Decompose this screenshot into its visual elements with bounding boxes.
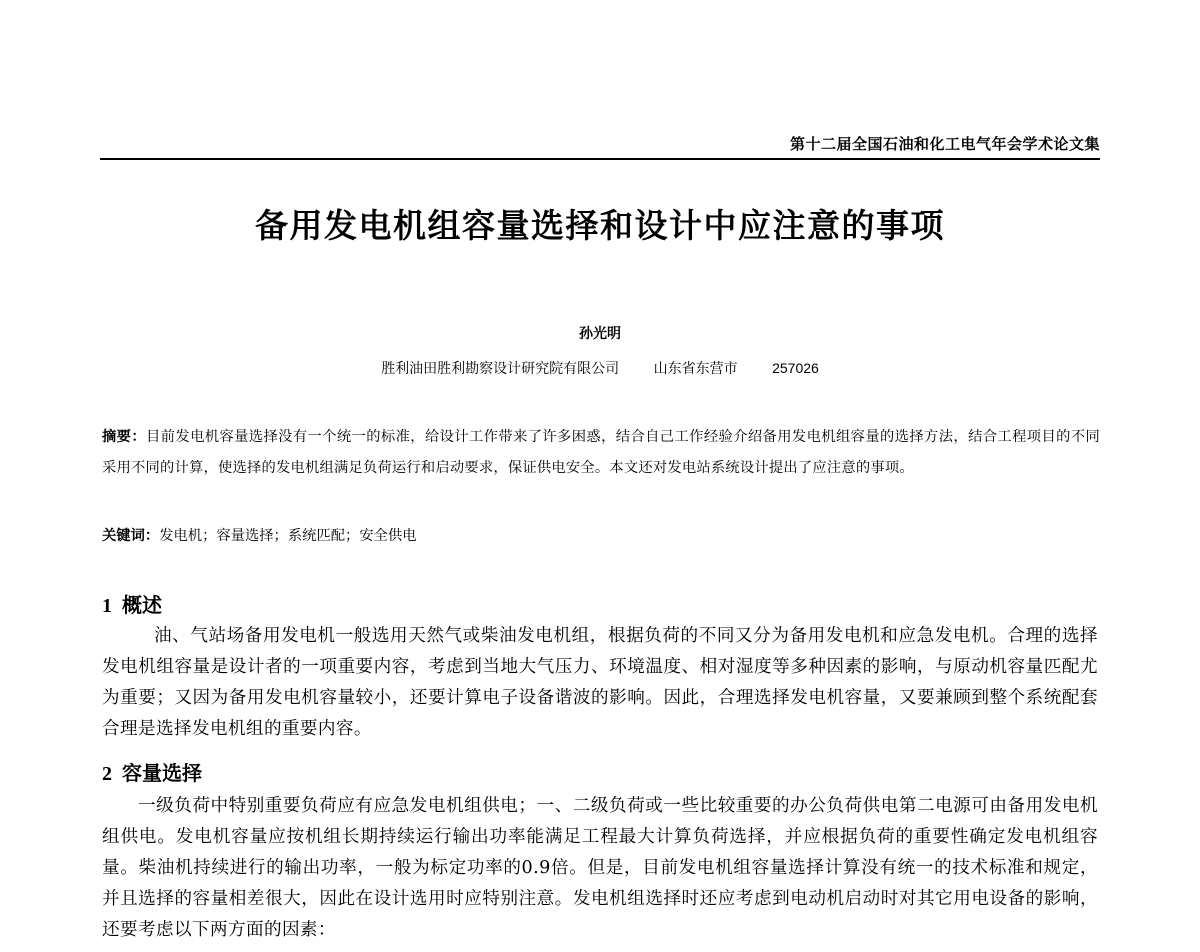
section-heading-capacity <box>102 757 202 786</box>
keywords-text: 发电机；容量选择；系统匹配；安全供电 <box>159 528 417 544</box>
paper-title: 备用发电机组容量选择和设计中应注意的事项 <box>255 206 945 245</box>
section-number: 2 <box>102 763 112 785</box>
section-number: 1 <box>102 595 112 617</box>
running-header: 第十二届全国石油和化工电气年会学术论文集 <box>789 135 1100 153</box>
author-name: 孙光明 <box>579 326 621 342</box>
section-body-overview: 油、气站场备用发电机一般选用天然气或柴油发电机组，根据负荷的不同又分为备用发电机和应急发电机。合理的选择发电机组容量是设计者的一项重要内容，考虑到当地大气压力、环境温度、相对湿度等多种因素的影响，与原动机容量匹配尤为重要；又因为备用发电机容量较小，还要计算电子设备谐波的影响。因此，合理选择发电机容量，又要兼顾到整个系统配套合理是选择发电机组的重要内容。 <box>102 626 1098 739</box>
section-body-capacity: 一级负荷中特别重要负荷应有应急发电机组供电；一、二级负荷或一些比较重要的办公负荷供电第二电源可由备用发电机组供电。发电机容量应按机组长期持续运行输出功率能满足工程最大计算负荷选择，并应根据负荷的重要性确定发电机组容量。柴油机持续进行的输出功率，一般为标定功率的0.9倍。但是，目前发电机组容量选择计算没有统一的技术标准和规定，并且选择的容量相差很大，因此在设计选用时应特别注意。发电机组选择时还应考虑到电动机启动时对其它用电设备的影响，还要考虑以下两方面的因素： <box>102 796 1098 940</box>
abstract <box>102 422 1100 484</box>
section-title: 容量选择 <box>122 761 202 785</box>
keywords <box>102 522 1100 550</box>
section-heading-overview <box>102 589 162 618</box>
header-rule <box>100 158 1100 160</box>
affiliation <box>0 358 1200 378</box>
keywords-label: 关键词： <box>102 528 160 544</box>
abstract-text: 目前发电机容量选择没有一个统一的标准，给设计工作带来了许多困惑，结合自己工作经验介绍备用发电机组容量的选择方法，结合工程项目的不同采用不同的计算，使选择的发电机组满足负荷运行和启动要求，保证供电安全。本文还对发电站系统设计提出了应注意的事项。 <box>102 429 1100 476</box>
affiliation-postcode: 257026 <box>772 360 819 376</box>
affiliation-organization: 胜利油田胜利勘察设计研究院有限公司 <box>381 361 620 377</box>
abstract-label: 摘要： <box>102 429 147 445</box>
section-title: 概述 <box>122 593 162 617</box>
affiliation-location: 山东省东营市 <box>653 361 738 377</box>
